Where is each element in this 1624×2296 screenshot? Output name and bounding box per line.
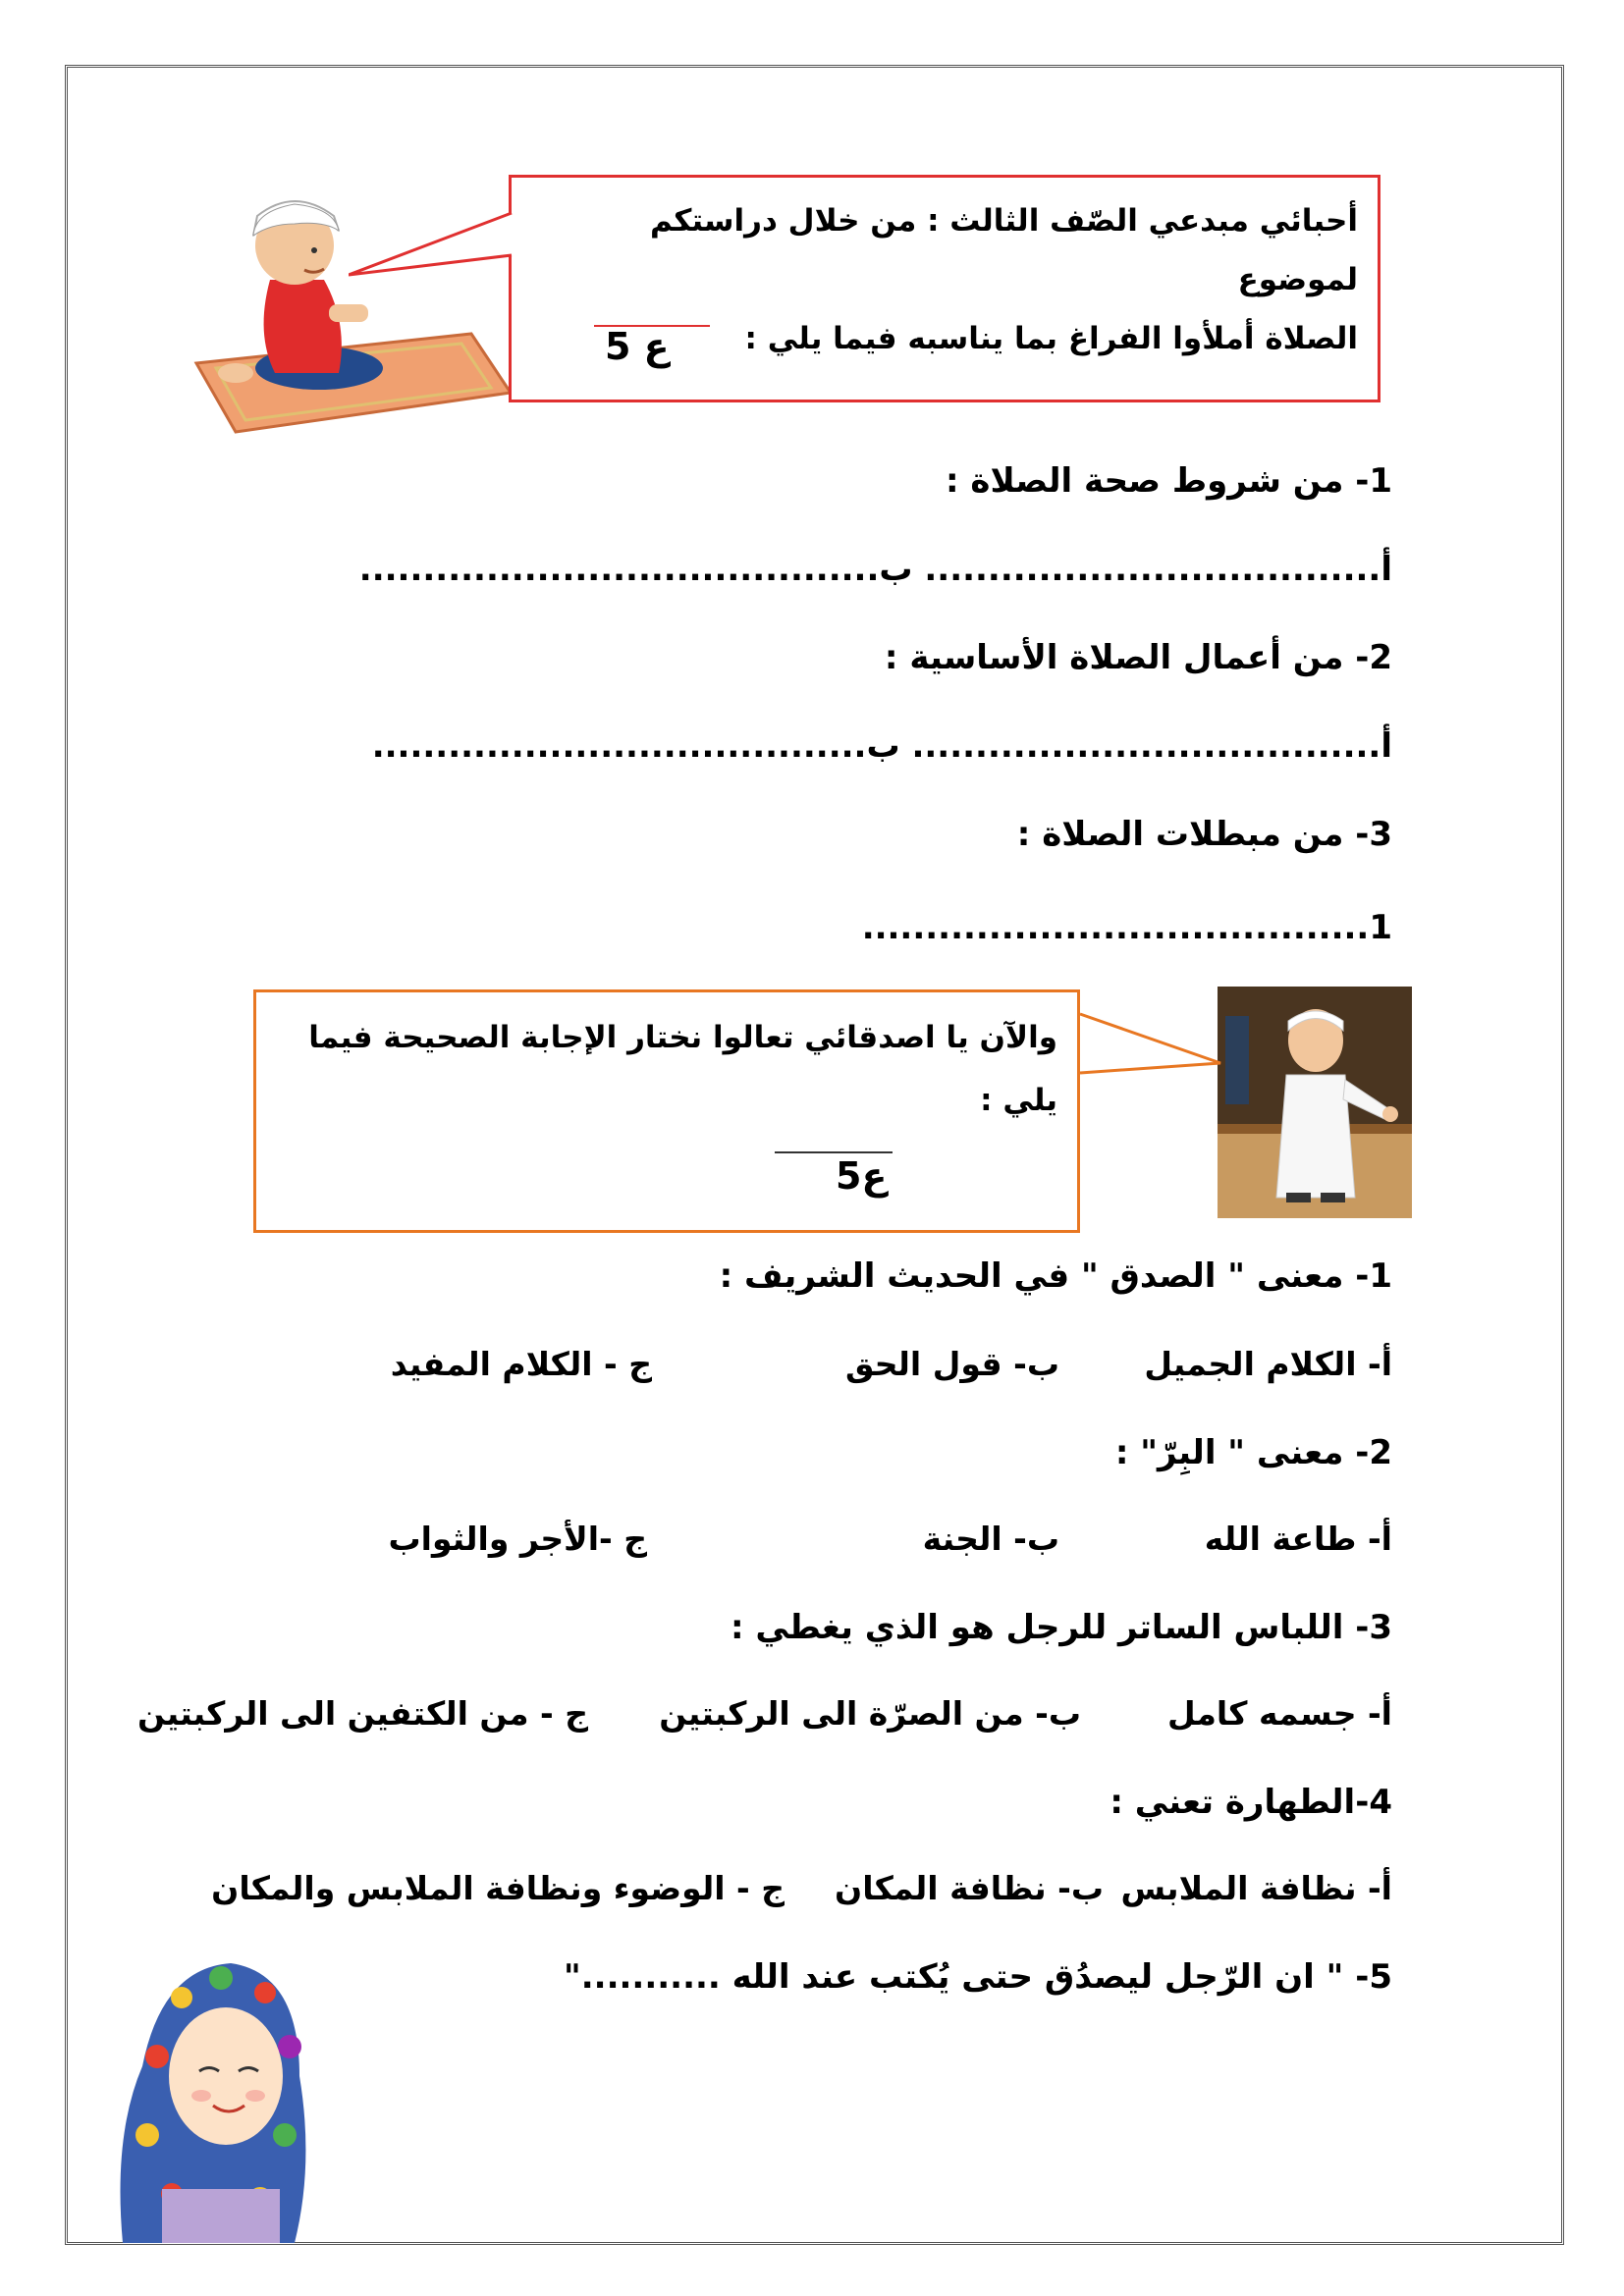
mc-question-2: 2- معنى " البِرّ" :	[1114, 1433, 1392, 1472]
boy-in-thobe-illustration	[1218, 987, 1412, 1218]
intro-speech-bubble	[509, 175, 1380, 402]
mc-question-5[interactable]: 5- " ان الرّجل ليصدُق حتى يُكتب عند الله ..........."	[564, 1957, 1392, 1997]
answer-line-1[interactable]: أ.................................... ب.........................................	[358, 550, 1392, 589]
answer-line-2[interactable]: أ..................................... ب.......................................	[371, 726, 1392, 766]
mc-question-3: 3- اللباس الساتر للرجل هو الذي يغطي :	[730, 1608, 1392, 1647]
answer-line-3[interactable]: 1........................................	[861, 908, 1392, 947]
mc-question-1: 1- معنى " الصدق " في الحديث الشريف :	[719, 1256, 1392, 1296]
mc-q2-option-b[interactable]: ب- الجنة	[922, 1520, 1059, 1558]
question-2: 2- من أعمال الصلاة الأساسية :	[884, 638, 1392, 677]
mc-q1-option-a[interactable]: أ- الكلام الجميل	[1144, 1345, 1392, 1383]
mc-q1-option-b[interactable]: ب- قول الحق	[845, 1345, 1059, 1383]
mc-q4-option-b[interactable]: ب- نظافة المكان	[835, 1869, 1104, 1907]
mc-q1-option-c[interactable]: ج - الكلام المفيد	[390, 1345, 652, 1383]
choice-intro-line-2: يلي :	[980, 1083, 1057, 1118]
bubble-tail	[349, 201, 515, 290]
girl-in-hijab-illustration	[103, 1939, 319, 2243]
score-label-2: ع5	[836, 1154, 888, 1198]
choice-speech-bubble	[253, 989, 1080, 1233]
mc-q2-option-c[interactable]: ج -الأجر والثواب	[388, 1520, 647, 1558]
choice-intro-line-1: والآن يا اصدقائي تعالوا نختار الإجابة الصحيحة فيما	[308, 1020, 1057, 1055]
question-3: 3- من مبطلات الصلاة :	[1016, 815, 1392, 854]
mc-q3-option-b[interactable]: ب- من الصرّة الى الركبتين	[659, 1694, 1081, 1733]
question-1: 1- من شروط صحة الصلاة :	[945, 461, 1392, 501]
intro-line-1: أحبائي مبدعي الصّف الثالث : من خلال دراستكم لموضوع	[650, 203, 1358, 297]
score-label: 5 ع	[605, 325, 670, 368]
mc-question-4: 4-الطهارة تعني :	[1110, 1783, 1392, 1822]
mc-q3-option-a[interactable]: أ- جسمه كامل	[1167, 1694, 1392, 1733]
score-divider-2	[775, 1151, 893, 1153]
mc-q2-option-a[interactable]: أ- طاعة الله	[1204, 1520, 1392, 1558]
mc-q4-option-c[interactable]: ج - الوضوء ونظافة الملابس والمكان	[211, 1869, 785, 1907]
intro-line-2: الصلاة أملأوا الفراغ بما يناسبه فيما يلي :	[744, 321, 1358, 356]
mc-q3-option-c[interactable]: ج - من الكتفين الى الركبتين	[137, 1694, 588, 1733]
mc-q4-option-a[interactable]: أ- نظافة الملابس	[1120, 1869, 1392, 1907]
bubble-tail-2	[1078, 1009, 1225, 1097]
